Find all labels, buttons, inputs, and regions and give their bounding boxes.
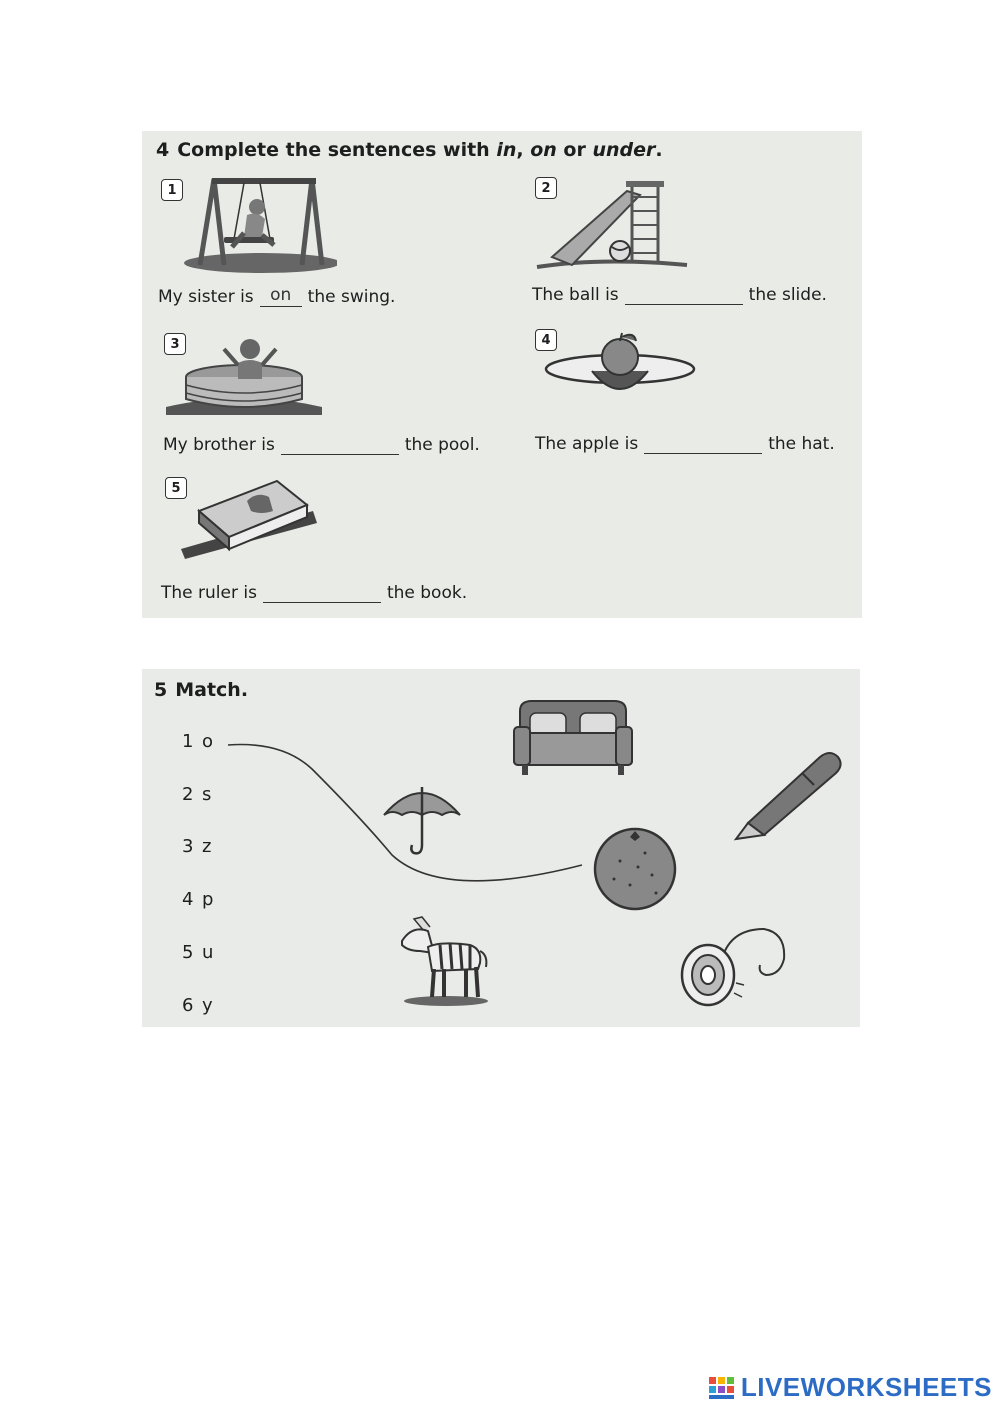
letter-item-1[interactable]: 1 o bbox=[182, 731, 214, 752]
sentence-2: The ball is the slide. bbox=[532, 285, 827, 305]
letter-item-6[interactable]: 6 y bbox=[182, 995, 213, 1016]
orange-icon[interactable] bbox=[590, 823, 680, 913]
sentence-1: My sister is on the swing. bbox=[158, 285, 396, 307]
slide-picture bbox=[532, 179, 692, 274]
answer-blank-5[interactable] bbox=[263, 582, 381, 603]
item-5-number: 5 bbox=[165, 477, 187, 499]
item-4-number: 4 bbox=[535, 329, 557, 351]
sentence-4: The apple is the hat. bbox=[535, 434, 835, 454]
letter-item-3[interactable]: 3 z bbox=[182, 836, 212, 857]
yoyo-icon[interactable] bbox=[674, 919, 794, 1011]
answer-blank-3[interactable] bbox=[281, 434, 399, 455]
letter-item-2[interactable]: 2 s bbox=[182, 784, 212, 805]
answer-blank-1[interactable]: on bbox=[260, 286, 302, 307]
item-3-number: 3 bbox=[164, 333, 186, 355]
item-1-number: 1 bbox=[161, 179, 183, 201]
pen-icon[interactable] bbox=[730, 745, 850, 841]
pool-picture bbox=[164, 327, 324, 417]
umbrella-icon[interactable] bbox=[380, 779, 464, 859]
item-2-number: 2 bbox=[535, 177, 557, 199]
exercise-5-panel bbox=[142, 669, 860, 1027]
liveworksheets-logo bbox=[709, 1372, 992, 1403]
exercise-4-title: 4 Complete the sentences with in, on or under. bbox=[156, 139, 663, 161]
sentence-5: The ruler is the book. bbox=[161, 583, 468, 603]
letter-item-5[interactable]: 5 u bbox=[182, 942, 214, 963]
apple-on-hat-picture bbox=[542, 331, 697, 411]
sofa-icon[interactable] bbox=[512, 697, 634, 779]
swing-picture bbox=[162, 173, 337, 273]
letter-item-4[interactable]: 4 p bbox=[182, 889, 214, 910]
zebra-icon[interactable] bbox=[400, 911, 492, 1007]
logo-mark-icon bbox=[709, 1375, 735, 1401]
ruler-and-book-picture bbox=[177, 471, 317, 561]
answer-blank-4[interactable] bbox=[644, 433, 762, 454]
brand-name: LIVEWORKSHEETS bbox=[740, 1372, 992, 1402]
answer-blank-2[interactable] bbox=[625, 284, 743, 305]
exercise-5-title: 5 Match. bbox=[154, 679, 249, 701]
exercise-4-panel bbox=[142, 131, 862, 618]
sentence-3: My brother is the pool. bbox=[163, 435, 480, 455]
